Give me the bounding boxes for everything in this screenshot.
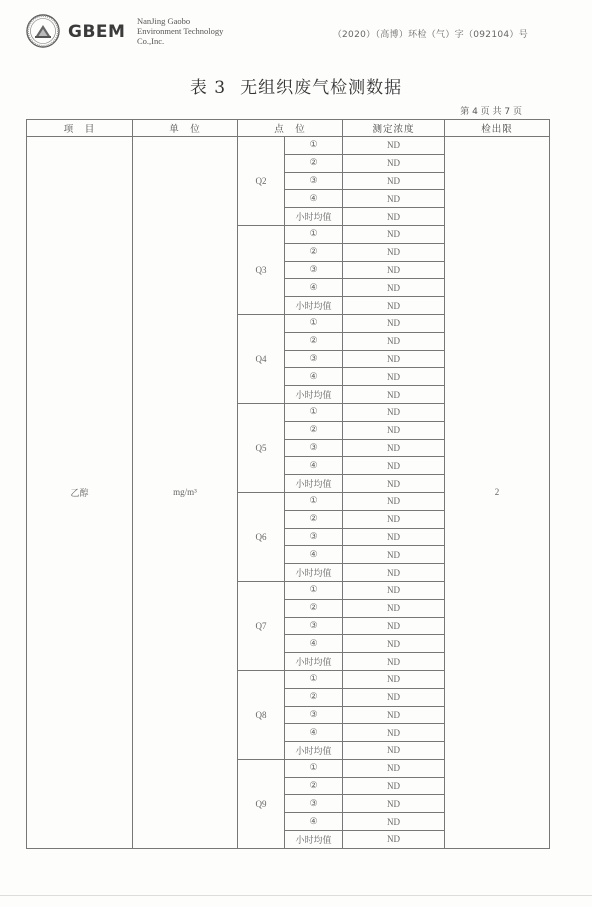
detection-limit-value: 2	[445, 137, 550, 849]
company-logo-text: GBEM	[68, 22, 126, 42]
sample-index: ③	[285, 617, 343, 635]
concentration-value: ND	[343, 724, 445, 742]
table-header-row	[27, 120, 550, 137]
company-name-line: Co.,Inc.	[137, 36, 165, 46]
concentration-value: ND	[343, 742, 445, 760]
concentration-value: ND	[343, 439, 445, 457]
table-row	[27, 137, 550, 155]
header-point: 点 位	[238, 120, 343, 137]
sample-index: ②	[285, 243, 343, 261]
company-seal-icon	[26, 14, 60, 48]
concentration-value: ND	[343, 368, 445, 386]
header-unit: 单 位	[133, 120, 238, 137]
sample-index: ②	[285, 777, 343, 795]
page-divider	[0, 895, 592, 896]
sample-index: ③	[285, 795, 343, 813]
sample-index: ③	[285, 261, 343, 279]
concentration-value: ND	[343, 581, 445, 599]
hourly-average-label: 小时均值	[285, 564, 343, 582]
sample-index: ③	[285, 706, 343, 724]
sample-index: ③	[285, 350, 343, 368]
unit-value: mg/m³	[133, 137, 238, 849]
concentration-value: ND	[343, 688, 445, 706]
table-number: 表 3	[189, 78, 227, 98]
concentration-value: ND	[343, 279, 445, 297]
sample-index: ④	[285, 368, 343, 386]
sampling-point: Q8	[238, 670, 285, 759]
concentration-value: ND	[343, 706, 445, 724]
concentration-value: ND	[343, 635, 445, 653]
concentration-value: ND	[343, 759, 445, 777]
sample-index: ④	[285, 279, 343, 297]
concentration-value: ND	[343, 403, 445, 421]
header-concentration: 测定浓度	[343, 120, 445, 137]
sample-index: ①	[285, 670, 343, 688]
report-number: （2020）（高博）环检（气）字（092104）号	[332, 30, 528, 40]
sample-index: ①	[285, 403, 343, 421]
hourly-average-label: 小时均值	[285, 297, 343, 315]
sample-index: ②	[285, 332, 343, 350]
concentration-value: ND	[343, 653, 445, 671]
concentration-value: ND	[343, 831, 445, 849]
header-item: 项 目	[27, 120, 133, 137]
sample-index: ①	[285, 492, 343, 510]
concentration-value: ND	[343, 599, 445, 617]
concentration-value: ND	[343, 546, 445, 564]
concentration-value: ND	[343, 225, 445, 243]
sampling-point: Q9	[238, 759, 285, 848]
hourly-average-label: 小时均值	[285, 653, 343, 671]
sample-index: ②	[285, 510, 343, 528]
concentration-value: ND	[343, 243, 445, 261]
sample-index: ④	[285, 635, 343, 653]
concentration-value: ND	[343, 386, 445, 404]
sampling-point: Q2	[238, 137, 285, 226]
sample-index: ①	[285, 225, 343, 243]
sample-index: ③	[285, 439, 343, 457]
sample-index: ①	[285, 137, 343, 155]
sampling-point: Q7	[238, 581, 285, 670]
concentration-value: ND	[343, 261, 445, 279]
sample-index: ②	[285, 154, 343, 172]
sample-index: ②	[285, 421, 343, 439]
concentration-value: ND	[343, 528, 445, 546]
sample-index: ④	[285, 724, 343, 742]
concentration-value: ND	[343, 190, 445, 208]
hourly-average-label: 小时均值	[285, 475, 343, 493]
hourly-average-label: 小时均值	[285, 208, 343, 226]
sample-index: ②	[285, 688, 343, 706]
sample-index: ②	[285, 599, 343, 617]
sample-index: ④	[285, 457, 343, 475]
concentration-value: ND	[343, 421, 445, 439]
page-number: 第 4 页 共 7 页	[460, 107, 522, 117]
sample-index: ①	[285, 581, 343, 599]
company-name	[137, 16, 223, 46]
concentration-value: ND	[343, 492, 445, 510]
concentration-value: ND	[343, 457, 445, 475]
sampling-point: Q4	[238, 314, 285, 403]
concentration-value: ND	[343, 137, 445, 155]
concentration-value: ND	[343, 154, 445, 172]
sample-index: ④	[285, 813, 343, 831]
hourly-average-label: 小时均值	[285, 831, 343, 849]
data-table	[26, 119, 550, 849]
concentration-value: ND	[343, 813, 445, 831]
company-name-line: NanJing Gaobo	[137, 16, 191, 26]
sample-index: ④	[285, 190, 343, 208]
sample-index: ①	[285, 314, 343, 332]
sample-index: ④	[285, 546, 343, 564]
concentration-value: ND	[343, 510, 445, 528]
concentration-value: ND	[343, 617, 445, 635]
table-body	[27, 137, 550, 849]
hourly-average-label: 小时均值	[285, 742, 343, 760]
concentration-value: ND	[343, 777, 445, 795]
concentration-value: ND	[343, 475, 445, 493]
concentration-value: ND	[343, 795, 445, 813]
page-header	[0, 0, 592, 60]
concentration-value: ND	[343, 172, 445, 190]
concentration-value: ND	[343, 670, 445, 688]
hourly-average-label: 小时均值	[285, 386, 343, 404]
sample-index: ①	[285, 759, 343, 777]
concentration-value: ND	[343, 297, 445, 315]
concentration-value: ND	[343, 314, 445, 332]
concentration-value: ND	[343, 564, 445, 582]
sampling-point: Q3	[238, 225, 285, 314]
item-name: 乙醇	[27, 137, 133, 849]
concentration-value: ND	[343, 332, 445, 350]
concentration-value: ND	[343, 208, 445, 226]
sample-index: ③	[285, 172, 343, 190]
sampling-point: Q6	[238, 492, 285, 581]
sample-index: ③	[285, 528, 343, 546]
header-detection-limit: 检出限	[445, 120, 550, 137]
company-name-line: Environment Technology	[137, 26, 224, 36]
concentration-value: ND	[343, 350, 445, 368]
table-title-text: 无组织废气检测数据	[240, 78, 403, 98]
table-title	[0, 73, 592, 98]
sampling-point: Q5	[238, 403, 285, 492]
